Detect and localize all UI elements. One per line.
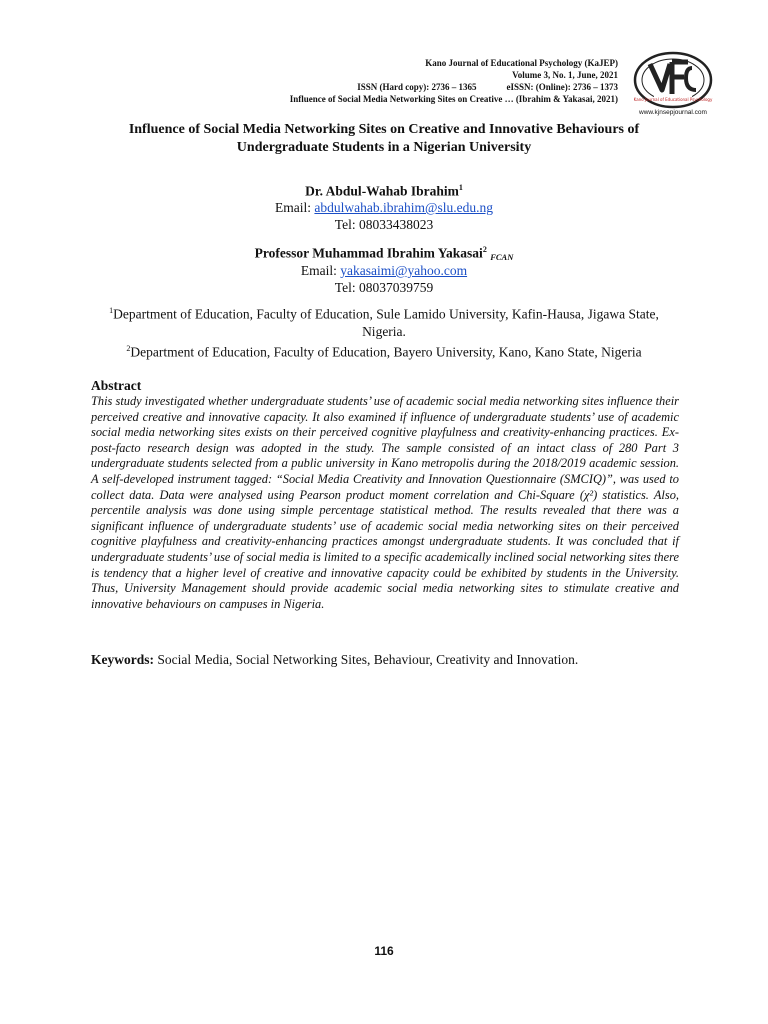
journal-volume: Volume 3, No. 1, June, 2021: [512, 70, 618, 80]
journal-website: www.kjnsepjournal.com: [639, 109, 707, 116]
issn-line: [98, 81, 618, 93]
abstract-heading: Abstract: [91, 378, 142, 393]
page-number: 116: [374, 944, 394, 958]
author-2-tel: Tel: 08037039759: [334, 279, 434, 295]
author-1-email-link[interactable]: abdulwahab.ibrahim@slu.edu.ng: [314, 200, 493, 215]
journal-logo: [632, 50, 714, 118]
affiliation-1-cont: Nigeria.: [362, 323, 406, 339]
journal-header: [98, 57, 618, 105]
author-2: [90, 242, 678, 296]
author-1-name: Dr. Abdul-Wahab Ibrahim$^1$: [305, 183, 463, 199]
logo-caption: Kano Journal of Educational Psychology: [633, 97, 713, 102]
title-line-2: Undergraduate Students in a Nigerian University: [236, 140, 532, 155]
author-1-email-line: Email: abdulwahab.ibrahim@slu.edu.ng: [275, 200, 493, 215]
keywords-text: Social Media, Social Networking Sites, Behaviour, Creativity and Innovation.: [154, 652, 579, 667]
keywords: [91, 651, 679, 668]
title-line-1: Influence of Social Media Networking Sites on Creative and Innovative Behaviours of: [128, 122, 640, 137]
author-2-email-line: Email: yakasaimi@yahoo.com: [300, 263, 468, 278]
author-2-email-link[interactable]: yakasaimi@yahoo.com: [340, 263, 468, 278]
keywords-label: Keywords:: [91, 652, 154, 667]
issn-hard: ISSN (Hard copy): 2736 – 1365: [357, 82, 477, 92]
abstract-text: This study investigated whether undergraduate students’ use of academic social media networking sites influence their perceived creative and innovative capacity. It also examined if influence of undergraduate students’ use of academic social media networking sites exists on their perceived cognitive playfulness and creativity-enhancing practices. Ex-post-facto research design was adopted in the study. The sample consisted of an intact class of 280 Part 3 undergraduate students selected from a public university in Kano metropolis during the 2018/2019 academic session. A self-developed instrument tagged: “Social Media Creativity and Innovation Questionnaire (SMCIQ)”, was used to collect data. Data were analysed using Pearson product moment correlation and Chi-Square (χ²) statistics. Also, percentile analysis was done using simple percentage statistical method. The results revealed that there was a significant influence of undergraduate students’ use of academic social media networking sites on their perceived cognitive playfulness and creativity-enhancing practices amongst undergraduate students. It was concluded that if undergraduate students’ use of social media is limited to a specific academically inclined social networking sites there is tendency that a higher level of creative and innovative capacity could be exhibited by students in the University. Thus, University Management should provide academic social media networking sites to stimulate creative and innovative behaviours on campuses in Nigeria.: [91, 394, 679, 611]
affiliation-2: $^2$Department of Education, Faculty of Education, Bayero University, Kano, Kano State, Nigeria: [126, 343, 642, 359]
paper-title: [90, 121, 678, 157]
running-title: Influence of Social Media Networking Sites on Creative … (Ibrahim & Yakasai, 2021): [289, 94, 618, 104]
affiliation-1: $^1$Department of Education, Faculty of Education, Sule Lamido University, Kafin-Hausa, Jigawa State,: [109, 306, 659, 322]
affiliations: [90, 302, 678, 360]
journal-name: Kano Journal of Educational Psychology (KaJEP): [425, 58, 618, 68]
issn-online: eISSN: (Online): 2736 – 1373: [506, 82, 618, 92]
journal-logo-icon: [632, 50, 714, 110]
author-1: [90, 180, 678, 233]
author-2-name: Professor Muhammad Ibrahim Yakasai$^2$ FCAN: [254, 245, 514, 262]
author-1-tel: Tel: 08033438023: [334, 216, 434, 232]
